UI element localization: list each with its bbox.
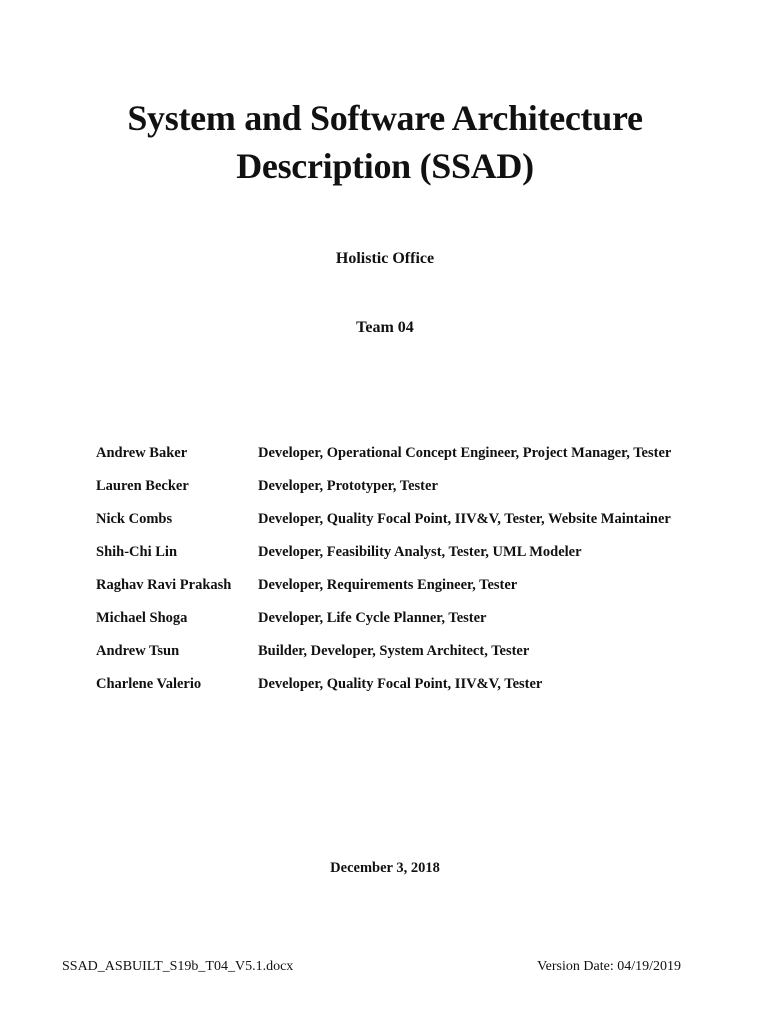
document-title <box>0 94 770 190</box>
member-roles: Developer, Operational Concept Engineer, Project Manager, Tester <box>258 445 672 461</box>
member-roles: Developer, Quality Focal Point, IIV&V, Tester, Website Maintainer <box>258 511 671 527</box>
member-row <box>96 442 676 464</box>
member-name: Lauren Becker <box>96 478 189 494</box>
member-row <box>96 574 676 596</box>
member-name: Raghav Ravi Prakash <box>96 577 232 593</box>
member-roles: Developer, Feasibility Analyst, Tester, UML Modeler <box>258 544 582 560</box>
title-line-2: Description (SSAD) <box>236 146 534 186</box>
document-date: December 3, 2018 <box>330 860 440 876</box>
project-name: Holistic Office <box>335 250 435 267</box>
member-name: Andrew Baker <box>96 445 188 461</box>
member-row <box>96 640 676 662</box>
team-members-list <box>96 442 676 706</box>
member-name: Michael Shoga <box>96 610 188 626</box>
member-roles: Builder, Developer, System Architect, Tester <box>258 643 530 659</box>
member-row <box>96 673 676 695</box>
member-name: Andrew Tsun <box>96 643 180 659</box>
member-roles: Developer, Life Cycle Planner, Tester <box>258 610 487 626</box>
team-name: Team 04 <box>356 319 414 336</box>
member-row <box>96 508 676 530</box>
member-name: Shih-Chi Lin <box>96 544 178 560</box>
member-name: Nick Combs <box>96 511 173 527</box>
member-roles: Developer, Quality Focal Point, IIV&V, Tester <box>258 676 543 692</box>
member-roles: Developer, Requirements Engineer, Tester <box>258 577 518 593</box>
member-row <box>96 541 676 563</box>
member-row <box>96 607 676 629</box>
title-line-1: System and Software Architecture <box>127 98 643 138</box>
member-row <box>96 475 676 497</box>
member-roles: Developer, Prototyper, Tester <box>258 478 438 494</box>
footer-filename: SSAD_ASBUILT_S19b_T04_V5.1.docx <box>62 959 294 974</box>
member-name: Charlene Valerio <box>96 676 202 692</box>
footer-version-date: Version Date: 04/19/2019 <box>537 959 681 974</box>
